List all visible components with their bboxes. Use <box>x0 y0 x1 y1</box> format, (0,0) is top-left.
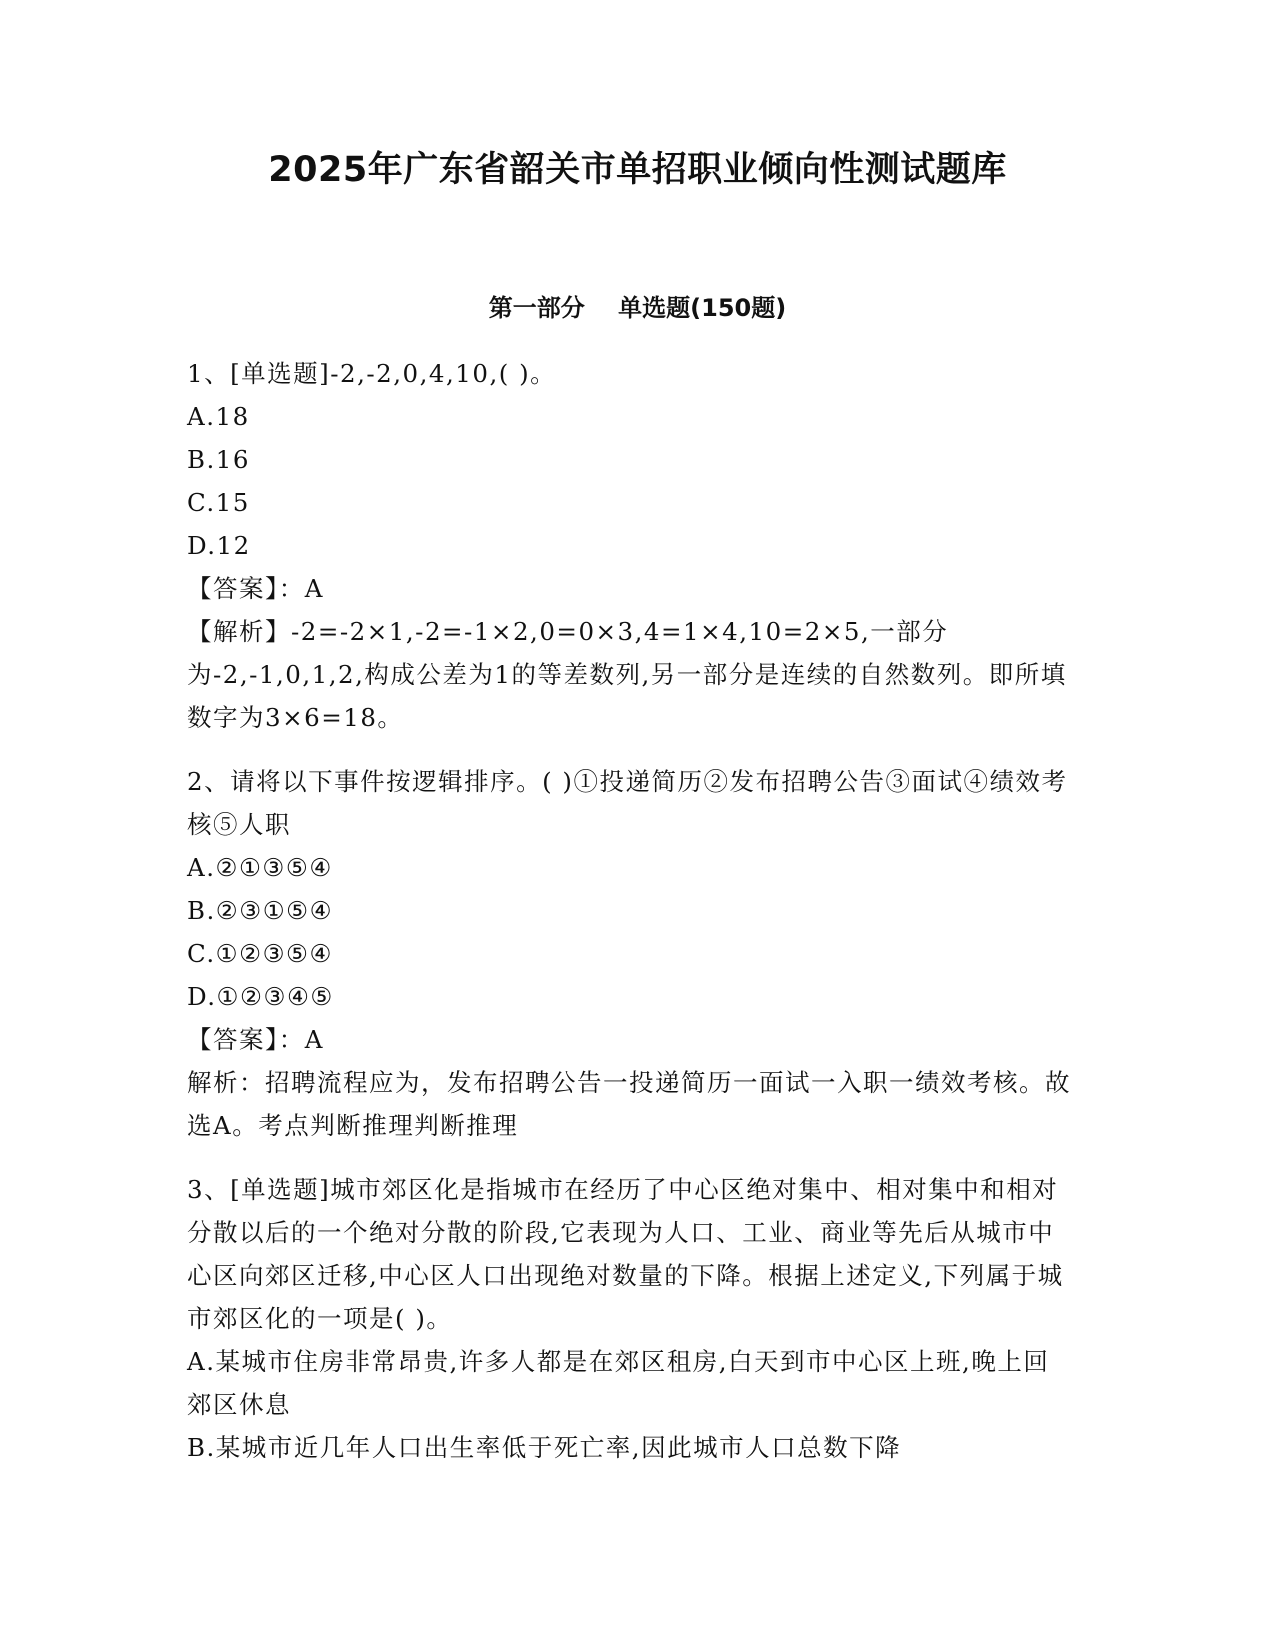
option-b: B.②③①⑤④ <box>187 896 334 925</box>
document-title: 2025年广东省韶关市单招职业倾向性测试题库 <box>268 150 1007 190</box>
question-stem: 3、[单选题]城市郊区化是指城市在经历了中心区绝对集中、相对集中和相对分散以后的一个绝对分散的阶段,它表现为人口、工业、商业等先后从城市中心区向郊区迁移,中心区人口出现绝对数量的下降。根据上述定义,下列属于城市郊区化的一项是( )。 <box>187 1175 1064 1333</box>
option-d: D.12 <box>187 531 251 560</box>
question-3 <box>187 1168 1072 1469</box>
analysis-text: 【解析】-2=-2×1,-2=-1×2,0=0×3,4=1×4,10=2×5,一部分为-2,-1,0,1,2,构成公差为1的等差数列,另一部分是连续的自然数列。即所填数字为3×6=18。 <box>187 617 1067 732</box>
option-a: A.18 <box>187 402 250 431</box>
option-a: A.某城市住房非常昂贵,许多人都是在郊区租房,白天到市中心区上班,晚上回郊区休息 <box>187 1347 1050 1419</box>
question-stem: 2、请将以下事件按逻辑排序。( )①投递简历②发布招聘公告③面试④绩效考核⑤人职 <box>187 767 1068 839</box>
question-1 <box>187 352 1072 739</box>
question-list <box>187 352 1072 1490</box>
option-c: C.①②③⑤④ <box>187 939 333 968</box>
answer-line: 【答案】：A <box>187 574 324 603</box>
question-stem: 1、[单选题]-2,-2,0,4,10,( )。 <box>187 359 557 388</box>
analysis-text: 解析：招聘流程应为，发布招聘公告一投递简历一面试一入职一绩效考核。故选A。考点判断推理判断推理 <box>187 1068 1071 1140</box>
section-title: 第一部分 单选题(150题) <box>488 294 787 322</box>
option-c: C.15 <box>187 488 250 517</box>
option-b: B.16 <box>187 445 250 474</box>
option-b: B.某城市近几年人口出生率低于死亡率,因此城市人口总数下降 <box>187 1433 902 1462</box>
option-d: D.①②③④⑤ <box>187 982 334 1011</box>
question-2 <box>187 760 1072 1147</box>
option-a: A.②①③⑤④ <box>187 853 333 882</box>
answer-line: 【答案】：A <box>187 1025 324 1054</box>
